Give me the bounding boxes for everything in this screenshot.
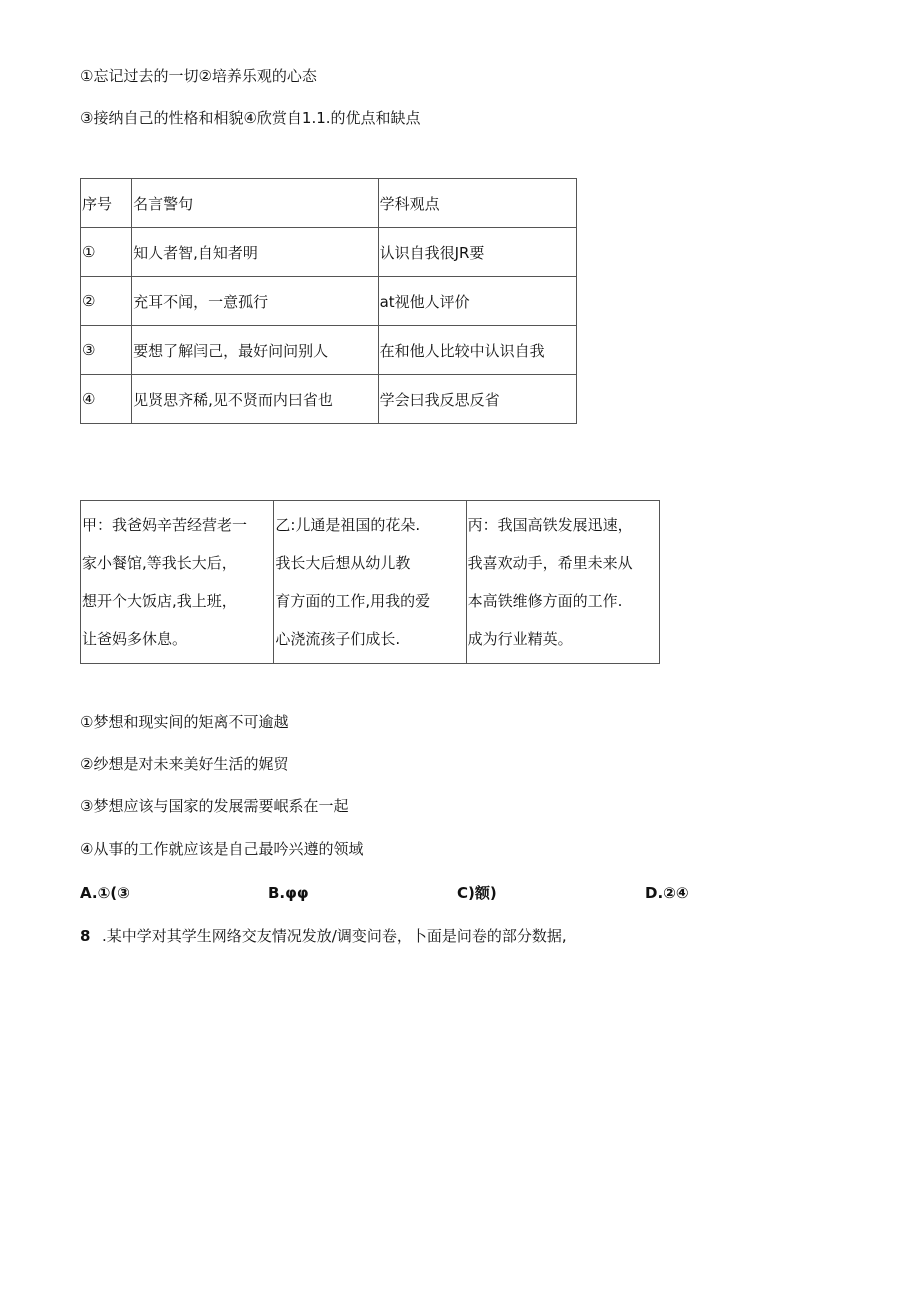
dream-text-line: 本高铁维修方面的工作. [467,592,623,610]
question-text: .某中学对其学生网络交友情况发放/调变问卷，卜面是问卷的部分数据, [102,927,567,945]
viewpoint-cell: 学会曰我反思反省 [378,375,576,424]
dreams-table [80,500,660,664]
dream-text-line: 成为行业精英。 [467,630,573,648]
statement-2: ②纱想是对未来美好生活的娓贸 [80,755,289,773]
quotes-table [80,178,577,424]
dream-cell-bing [466,501,659,664]
answer-option-c: C)额) [457,884,497,902]
dream-text-line: 丙：我国高铁发展迅速， [467,516,633,534]
answer-option-b: B.φφ [268,884,309,902]
viewpoint-cell: at视他人评价 [378,277,576,326]
row-number-cell: ① [81,228,132,277]
statement-1: ①梦想和现实间的矩离不可逾越 [80,713,289,731]
header-cell: 序号 [81,179,132,228]
viewpoint-cell: 认识自我很JR要 [378,228,576,277]
intro-option-line-2: ③接纳自己的性格和相貌④欣赏自1.1.的优点和缺点 [80,109,421,127]
quote-cell: 要想了解闫己，最好问问别人 [132,326,378,375]
answer-options [0,882,920,904]
header-cell: 学科观点 [378,179,576,228]
row-number-cell: ③ [81,326,132,375]
row-number-cell: ④ [81,375,132,424]
statement-4: ④从事的工作就应该是自己最吟兴遵的领域 [80,840,364,858]
dream-text-line: 育方面的工作,用我的爱 [275,592,431,610]
table-header-row [81,179,577,228]
table-row [81,277,577,326]
dream-text-line: 甲：我爸妈辛苦经营老一 [82,516,248,534]
intro-option-line-1: ①忘记过去的一切②培养乐观的心态 [80,67,317,85]
dream-cell-yi [274,501,466,664]
answer-option-d: D.②④ [645,884,689,902]
dream-text-line: 心浇流孩子们成长. [275,630,401,648]
viewpoint-cell: 在和他人比较中认识自我 [378,326,576,375]
dream-text-line: 我喜欢动手，希里未来从 [467,554,633,572]
header-cell: 名言警句 [132,179,378,228]
dream-text-line: 我长大后想从幼儿教 [275,554,411,572]
table-row [81,375,577,424]
question-number: 8 [80,927,91,945]
row-number-cell: ② [81,277,132,326]
question-8 [80,925,567,947]
statement-3: ③梦想应该与国家的发展需要岷系在一起 [80,797,349,815]
dream-text-line: 让爸妈多休息。 [82,630,188,648]
answer-option-a: A.①(③ [80,884,130,902]
quote-cell: 知人者智,自知者明 [132,228,378,277]
dream-text-line: 家小餐馆,等我长大后， [82,554,237,572]
dream-cell-jia [81,501,274,664]
table-row [81,326,577,375]
quote-cell: 见贤思齐稀,见不贤而内曰省也 [132,375,378,424]
quote-cell: 充耳不闻，一意孤行 [132,277,378,326]
dream-text-line: 想开个大饭店,我上班， [82,592,237,610]
table-row [81,228,577,277]
dream-text-line: 乙:儿通是祖国的花朵. [275,516,421,534]
table-row [81,501,660,664]
